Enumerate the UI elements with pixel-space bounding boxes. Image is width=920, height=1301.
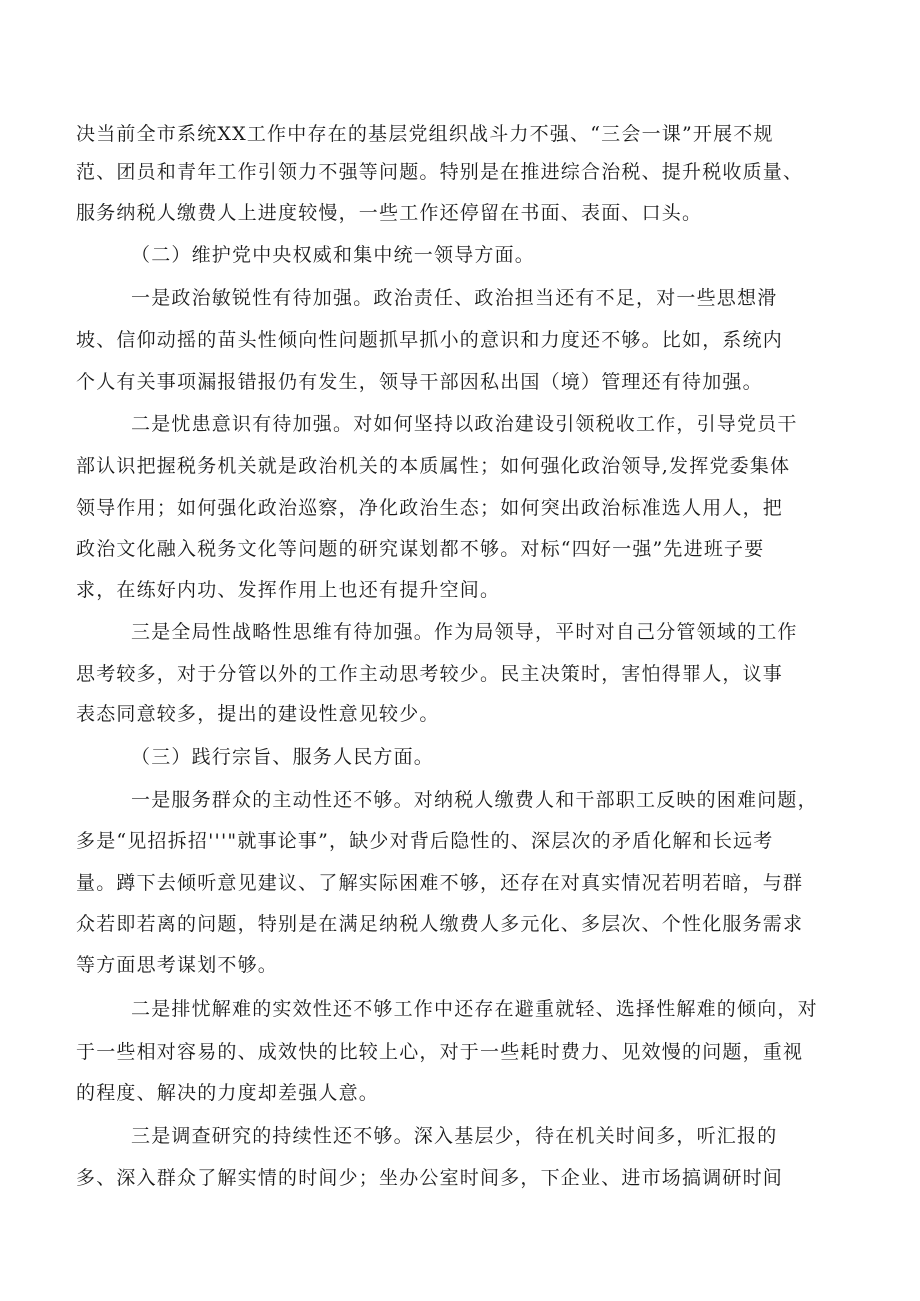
section-heading: （二）维护党中央权威和集中统一领导方面。 <box>131 244 536 266</box>
text-line: 政治文化融入税务文化等问题的研究谋划都不够。对标“四好一强”先进班子要 <box>76 538 765 560</box>
text-line: 服务纳税人缴费人上进度较慢，一些工作还停留在书面、表面、口头。 <box>76 202 703 224</box>
text-line: 三是调查研究的持续性还不够。深入基层少，待在机关时间多，听汇报的 <box>131 1125 778 1147</box>
text-line: 的程度、解决的力度却差强人意。 <box>76 1082 380 1104</box>
text-line: 三是全局性战略性思维有待加强。作为局领导，平时对自己分管领域的工作 <box>131 621 798 643</box>
text-line: 多、深入群众了解实情的时间少；坐办公室时间多，下企业、进市场搞调研时间 <box>76 1167 784 1189</box>
text-line: 于一些相对容易的、成效快的比较上心，对于一些耗时费力、见效慢的问题，重视 <box>76 1041 804 1063</box>
text-line: 部认识把握税务机关就是政治机关的本质属性；如何强化政治领导,发挥党委集体 <box>76 455 791 477</box>
text-line: 一是服务群众的主动性还不够。对纳税人缴费人和干部职工反映的困难问题， <box>131 789 818 811</box>
text-line: 求，在练好内功、发挥作用上也还有提升空间。 <box>76 579 501 601</box>
text-line: 个人有关事项漏报错报仍有发生，领导干部因私出国（境）管理还有待加强。 <box>76 371 763 393</box>
text-line: 量。蹲下去倾听意见建议、了解实际困难不够，还存在对真实情况若明若暗，与群 <box>76 872 804 894</box>
text-line: 思考较多，对于分管以外的工作主动思考较少。民主决策时，害怕得罪人，议事 <box>76 663 784 685</box>
text-line: 决当前全市系统XX工作中存在的基层党组织战斗力不强、“三会一课”开展不规 <box>76 123 774 145</box>
text-line: 众若即若离的问题，特别是在满足纳税人缴费人多元化、多层次、个性化服务需求 <box>76 913 804 935</box>
text-line: 二是忧患意识有待加强。对如何坚持以政治建设引领税收工作，引导党员干 <box>131 413 798 435</box>
text-line: 等方面思考谋划不够。 <box>76 954 279 976</box>
text-line: 一是政治敏锐性有待加强。政治责任、政治担当还有不足，对一些思想滑 <box>131 287 778 309</box>
text-line: 表态同意较多，提出的建设性意见较少。 <box>76 703 440 725</box>
text-line: 范、团员和青年工作引领力不强等问题。特别是在推进综合治税、提升税收质量、 <box>76 161 804 183</box>
text-line: 坡、信仰动摇的苗头性倾向性问题抓早抓小的意识和力度还不够。比如，系统内 <box>76 329 784 351</box>
text-line: 多是“见招拆招'''"就事论事”，缺少对背后隐性的、深层次的矛盾化解和长远考 <box>76 830 774 852</box>
text-line: 二是排忧解难的实效性还不够工作中还存在避重就轻、选择性解难的倾向，对 <box>131 998 818 1020</box>
section-heading: （三）践行宗旨、服务人民方面。 <box>131 746 435 768</box>
text-line: 领导作用；如何强化政治巡察，净化政治生态；如何突出政治标准选人用人，把 <box>76 497 784 519</box>
